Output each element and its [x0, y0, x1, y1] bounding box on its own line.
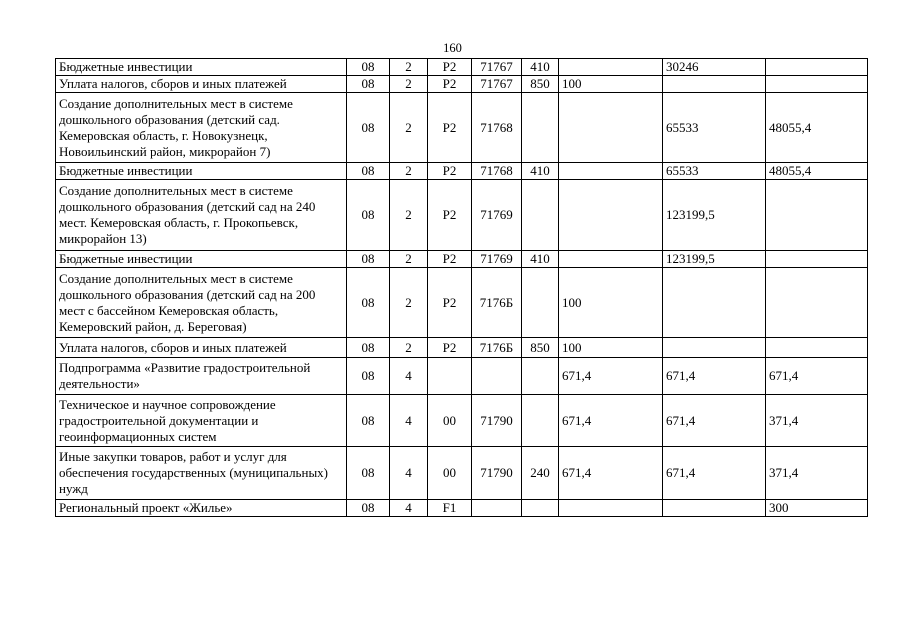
program-code: 00: [428, 447, 472, 500]
program-code: P2: [428, 180, 472, 251]
table-row: [56, 93, 868, 163]
amount-year-3: 48055,4: [766, 93, 868, 163]
amount-year-1: [559, 163, 663, 180]
amount-year-2: 65533: [663, 163, 766, 180]
program-code: P2: [428, 268, 472, 338]
program-code: P2: [428, 338, 472, 358]
expense-type-code: [522, 268, 559, 338]
subsection-code: 2: [390, 59, 428, 76]
expense-type-code: [522, 93, 559, 163]
expense-type-code: 850: [522, 338, 559, 358]
amount-year-3: 48055,4: [766, 163, 868, 180]
target-item-code: 71768: [472, 93, 522, 163]
amount-year-2: 123199,5: [663, 180, 766, 251]
section-code: 08: [347, 447, 390, 500]
amount-year-1: 100: [559, 338, 663, 358]
budget-table: [55, 58, 868, 517]
row-name: Подпрограмма «Развитие градостроительной деятельности»: [56, 358, 347, 395]
section-code: 08: [347, 93, 390, 163]
table-row: [56, 447, 868, 500]
expense-type-code: [522, 358, 559, 395]
amount-year-2: 671,4: [663, 447, 766, 500]
table-row: [56, 163, 868, 180]
amount-year-2: [663, 338, 766, 358]
section-code: 08: [347, 163, 390, 180]
row-name: Региональный проект «Жилье»: [56, 500, 347, 517]
expense-type-code: [522, 395, 559, 447]
table-row: [56, 59, 868, 76]
amount-year-2: 671,4: [663, 395, 766, 447]
expense-type-code: [522, 180, 559, 251]
expense-type-code: 410: [522, 251, 559, 268]
program-code: 00: [428, 395, 472, 447]
target-item-code: 7176Б: [472, 338, 522, 358]
subsection-code: 4: [390, 447, 428, 500]
table-row: [56, 358, 868, 395]
program-code: P2: [428, 76, 472, 93]
row-name: Бюджетные инвестиции: [56, 251, 347, 268]
subsection-code: 4: [390, 358, 428, 395]
row-name: Создание дополнительных мест в системе дошкольного образования (детский сад. Кемеровская область, г. Новокузнецк, Новоильинский район, микрорайон 7): [56, 93, 347, 163]
amount-year-1: 100: [559, 76, 663, 93]
section-code: 08: [347, 338, 390, 358]
target-item-code: 71790: [472, 395, 522, 447]
amount-year-1: [559, 500, 663, 517]
table-row: [56, 76, 868, 93]
section-code: 08: [347, 59, 390, 76]
target-item-code: 71790: [472, 447, 522, 500]
target-item-code: 71768: [472, 163, 522, 180]
amount-year-1: [559, 251, 663, 268]
amount-year-1: [559, 59, 663, 76]
subsection-code: 4: [390, 395, 428, 447]
amount-year-3: 371,4: [766, 447, 868, 500]
amount-year-3: [766, 180, 868, 251]
target-item-code: 71769: [472, 251, 522, 268]
section-code: 08: [347, 395, 390, 447]
target-item-code: 71767: [472, 59, 522, 76]
section-code: 08: [347, 268, 390, 338]
amount-year-3: [766, 251, 868, 268]
row-name: Техническое и научное сопровождение градостроительной документации и геоинформационных систем: [56, 395, 347, 447]
table-row: [56, 500, 868, 517]
amount-year-2: [663, 268, 766, 338]
amount-year-2: [663, 76, 766, 93]
program-code: [428, 358, 472, 395]
table-row: [56, 338, 868, 358]
program-code: F1: [428, 500, 472, 517]
subsection-code: 2: [390, 338, 428, 358]
subsection-code: 2: [390, 268, 428, 338]
amount-year-2: [663, 500, 766, 517]
expense-type-code: [522, 500, 559, 517]
row-name: Создание дополнительных мест в системе дошкольного образования (детский сад на 200 мест с бассейном Кемеровская область, Кемеровский район, д. Береговая): [56, 268, 347, 338]
amount-year-3: [766, 268, 868, 338]
subsection-code: 2: [390, 93, 428, 163]
target-item-code: 7176Б: [472, 268, 522, 338]
amount-year-2: 671,4: [663, 358, 766, 395]
amount-year-3: 371,4: [766, 395, 868, 447]
section-code: 08: [347, 251, 390, 268]
expense-type-code: 240: [522, 447, 559, 500]
row-name: Уплата налогов, сборов и иных платежей: [56, 76, 347, 93]
table-row: [56, 180, 868, 251]
program-code: P2: [428, 93, 472, 163]
amount-year-1: 671,4: [559, 395, 663, 447]
row-name: Уплата налогов, сборов и иных платежей: [56, 338, 347, 358]
row-name: Бюджетные инвестиции: [56, 59, 347, 76]
row-name: Иные закупки товаров, работ и услуг для обеспечения государственных (муниципальных) нужд: [56, 447, 347, 500]
amount-year-3: [766, 338, 868, 358]
amount-year-3: 300: [766, 500, 868, 517]
amount-year-2: 30246: [663, 59, 766, 76]
table-row: [56, 251, 868, 268]
amount-year-3: 671,4: [766, 358, 868, 395]
expense-type-code: 410: [522, 59, 559, 76]
target-item-code: [472, 500, 522, 517]
section-code: 08: [347, 500, 390, 517]
page-number: 160: [443, 41, 462, 55]
amount-year-1: 100: [559, 268, 663, 338]
subsection-code: 2: [390, 76, 428, 93]
table-row: [56, 395, 868, 447]
amount-year-1: 671,4: [559, 358, 663, 395]
amount-year-3: [766, 76, 868, 93]
program-code: P2: [428, 59, 472, 76]
amount-year-2: 123199,5: [663, 251, 766, 268]
amount-year-1: 671,4: [559, 447, 663, 500]
expense-type-code: 850: [522, 76, 559, 93]
amount-year-3: [766, 59, 868, 76]
amount-year-1: [559, 93, 663, 163]
target-item-code: 71769: [472, 180, 522, 251]
target-item-code: [472, 358, 522, 395]
section-code: 08: [347, 180, 390, 251]
expense-type-code: 410: [522, 163, 559, 180]
section-code: 08: [347, 358, 390, 395]
subsection-code: 2: [390, 251, 428, 268]
amount-year-2: 65533: [663, 93, 766, 163]
subsection-code: 2: [390, 180, 428, 251]
subsection-code: 2: [390, 163, 428, 180]
target-item-code: 71767: [472, 76, 522, 93]
section-code: 08: [347, 76, 390, 93]
table-row: [56, 268, 868, 338]
program-code: P2: [428, 251, 472, 268]
program-code: P2: [428, 163, 472, 180]
row-name: Создание дополнительных мест в системе дошкольного образования (детский сад на 240 мест. Кемеровская область, г. Прокопьевск, микрорайон 13): [56, 180, 347, 251]
amount-year-1: [559, 180, 663, 251]
subsection-code: 4: [390, 500, 428, 517]
row-name: Бюджетные инвестиции: [56, 163, 347, 180]
